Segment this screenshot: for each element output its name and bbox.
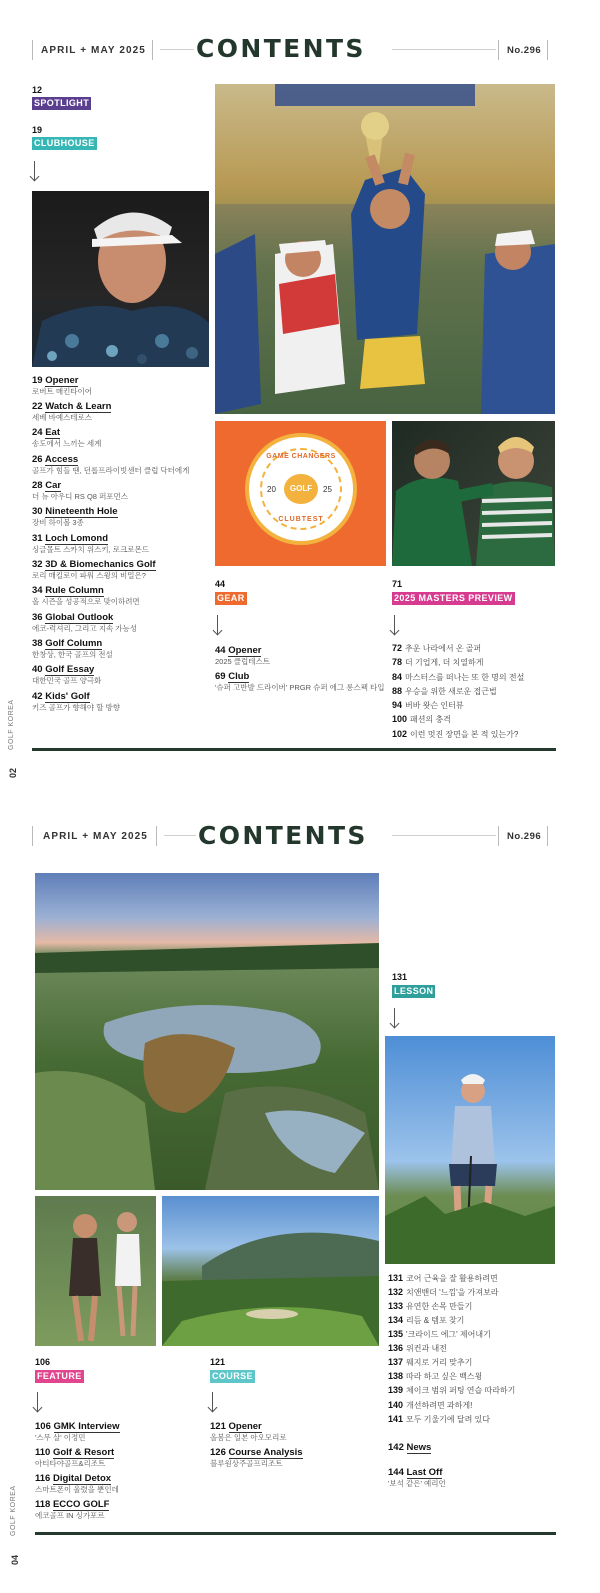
arrow-down-icon	[30, 161, 39, 181]
issue-date: APRIL + MAY 2025	[43, 831, 148, 842]
list-item[interactable]: 94 버바 왓슨 인터뷰	[392, 700, 464, 710]
mountain-course-photo	[162, 1196, 379, 1346]
aerial-golf-course-photo	[35, 873, 379, 1190]
section-page-number: 131	[392, 972, 408, 982]
section-tag-masters-preview[interactable]: 2025 MASTERS PREVIEW	[394, 593, 513, 603]
lesson-golfer-photo	[385, 1036, 555, 1264]
list-item[interactable]: 30 Nineteenth Hole 장비 하이볼 3종	[32, 506, 118, 527]
list-item[interactable]: 42 Kids' Golf 키즈 골프가 향해야 할 방향	[32, 691, 121, 712]
list-item[interactable]: 26 Access 골프가 힘들 땐, 던롭프라이빗센터 클럽 닥터에게	[32, 454, 190, 475]
players-photo	[35, 1196, 156, 1346]
header-line	[164, 835, 196, 836]
list-item[interactable]: 135 '크라이드 에그' 제어내기	[388, 1329, 491, 1339]
list-item[interactable]: 69 Club '슈퍼 고반발 드라이버' PRGR 슈퍼 에그 롱스펙 타입	[215, 671, 385, 692]
header-line	[392, 835, 496, 836]
header-divider	[498, 826, 499, 846]
list-item[interactable]: 102 이런 멋진 장면을 본 적 있는가?	[392, 729, 519, 739]
magazine-side-label: GOLF KOREA	[10, 1485, 17, 1536]
list-item[interactable]: 142 News	[388, 1442, 432, 1453]
list-item[interactable]: 121 Opener 올봄은 일본 아오모리로	[210, 1421, 287, 1442]
list-item[interactable]: 38 Golf Column 한창상, 한국 골프의 전설	[32, 638, 113, 659]
header-divider	[32, 826, 33, 846]
section-page-number: 121	[210, 1357, 226, 1367]
page-number: 02	[8, 767, 18, 778]
list-item[interactable]: 118 ECCO GOLF 에코골프 IN 싱가포르	[35, 1499, 110, 1520]
list-item[interactable]: 36 Global Outlook 에코-럭셔리, 그리고 지속 가능성	[32, 612, 138, 633]
list-item[interactable]: 137 웨지로 거리 맞추기	[388, 1357, 473, 1367]
section-tag-spotlight[interactable]: SPOTLIGHT	[34, 98, 90, 108]
arrow-down-icon	[208, 1392, 217, 1412]
section-page-number: 106	[35, 1357, 51, 1367]
section-tag-course[interactable]: COURSE	[212, 1371, 253, 1381]
list-item[interactable]: 140 개선하려면 과하게!	[388, 1400, 473, 1410]
bottom-rule	[32, 748, 556, 751]
list-item[interactable]: 84 마스터스를 떠나는 또 한 명의 전설	[392, 672, 525, 682]
portrait-photo	[32, 191, 209, 367]
golf-logo-mark: GOLF	[284, 474, 318, 504]
header-divider	[156, 826, 157, 846]
list-item[interactable]: 44 Opener 2025 클럽테스트	[215, 645, 270, 666]
list-item[interactable]: 22 Watch & Learn 세베 바예스테로스	[32, 401, 112, 422]
list-item[interactable]: 40 Golf Essay 대한민국 골프 양극화	[32, 664, 102, 685]
list-item[interactable]: 138 따라 하고 싶은 백스윙	[388, 1371, 483, 1381]
section-page-number: 44	[215, 579, 226, 589]
list-item[interactable]: 100 패션의 충격	[392, 714, 451, 724]
list-item[interactable]: 28 Car 더 뉴 아우디 RS Q8 퍼포먼스	[32, 480, 129, 501]
list-item[interactable]: 116 Digital Detox 스마트폰이 울렸을 뿐인데	[35, 1473, 119, 1494]
section-page-number: 71	[392, 579, 403, 589]
arrow-down-icon	[213, 615, 222, 635]
clubtest-badge-panel	[215, 421, 386, 566]
list-item[interactable]: 72 추운 나라에서 온 골퍼	[392, 643, 482, 653]
badge-year-right: 25	[323, 485, 332, 494]
section-tag-clubhouse[interactable]: CLUBHOUSE	[34, 138, 95, 148]
arrow-down-icon	[390, 615, 399, 635]
list-item[interactable]: 131 코어 근육을 잘 활용하려면	[388, 1273, 498, 1283]
list-item[interactable]: 88 우승을 위한 새로운 접근법	[392, 686, 497, 696]
page-title: CONTENTS	[198, 821, 368, 850]
list-item[interactable]: 144 Last Off '보석 같은' 예리언	[388, 1467, 446, 1488]
header-divider	[152, 40, 153, 60]
header-divider	[547, 826, 548, 846]
badge-bottom-text: CLUBTEST	[278, 516, 324, 523]
list-item[interactable]: 32 3D & Biomechanics Golf 로리 매킬로이 파워 스윙의 비밀은?	[32, 559, 156, 580]
list-item[interactable]: 31 Loch Lomond 싱글몰트 스카치 위스키, 로크로몬드	[32, 533, 150, 554]
section-tag-gear[interactable]: GEAR	[217, 593, 245, 603]
list-item[interactable]: 24 Eat 송도에서 느끼는 세계	[32, 427, 102, 448]
page-number: 04	[10, 1554, 20, 1565]
list-item[interactable]: 78 더 기업게, 더 치열하게	[392, 657, 484, 667]
list-item[interactable]: 141 모두 기울기에 달려 있다	[388, 1414, 490, 1424]
list-item[interactable]: 106 GMK Interview '스무 살' 이정민	[35, 1421, 120, 1442]
list-item[interactable]: 34 Rule Column 올 시즌을 성공적으로 맞이하려면	[32, 585, 140, 606]
section-page-number: 12	[32, 85, 43, 95]
list-item[interactable]: 134 리듬 & 템포 찾기	[388, 1315, 465, 1325]
badge-top-text: GAME CHANGERS	[266, 453, 336, 460]
arrow-down-icon	[33, 1392, 42, 1412]
list-item[interactable]: 133 유연한 손목 만들기	[388, 1301, 473, 1311]
issue-date: APRIL + MAY 2025	[41, 45, 146, 56]
list-item[interactable]: 126 Course Analysis 블루원상주골프리조트	[210, 1447, 303, 1468]
issue-number: No.296	[507, 831, 542, 842]
section-tag-feature[interactable]: FEATURE	[37, 1371, 82, 1381]
header-divider	[498, 40, 499, 60]
masters-green-jacket-photo	[392, 421, 555, 566]
header-divider	[547, 40, 548, 60]
list-item[interactable]: 110 Golf & Resort 아티타야골프&리조트	[35, 1447, 115, 1468]
list-item[interactable]: 136 위컨과 내전	[388, 1343, 447, 1353]
list-item[interactable]: 139 체이크 범위 퍼팅 연습 따라하기	[388, 1385, 516, 1395]
issue-number: No.296	[507, 45, 542, 56]
arrow-down-icon	[390, 1008, 399, 1028]
magazine-side-label: GOLF KOREA	[8, 699, 15, 750]
header-line	[392, 49, 496, 50]
list-item[interactable]: 132 치앤밴더 '느낌'을 가져보라	[388, 1287, 499, 1297]
header-divider	[32, 40, 33, 60]
section-tag-lesson[interactable]: LESSON	[394, 986, 434, 996]
header-line	[160, 49, 194, 50]
ryder-cup-celebration-photo	[215, 84, 555, 414]
section-page-number: 19	[32, 125, 43, 135]
bottom-rule	[35, 1532, 556, 1535]
page-title: CONTENTS	[196, 34, 366, 63]
badge-year-left: 20	[267, 485, 276, 494]
list-item[interactable]: 19 Opener 로버트 매킨타이어	[32, 375, 93, 396]
